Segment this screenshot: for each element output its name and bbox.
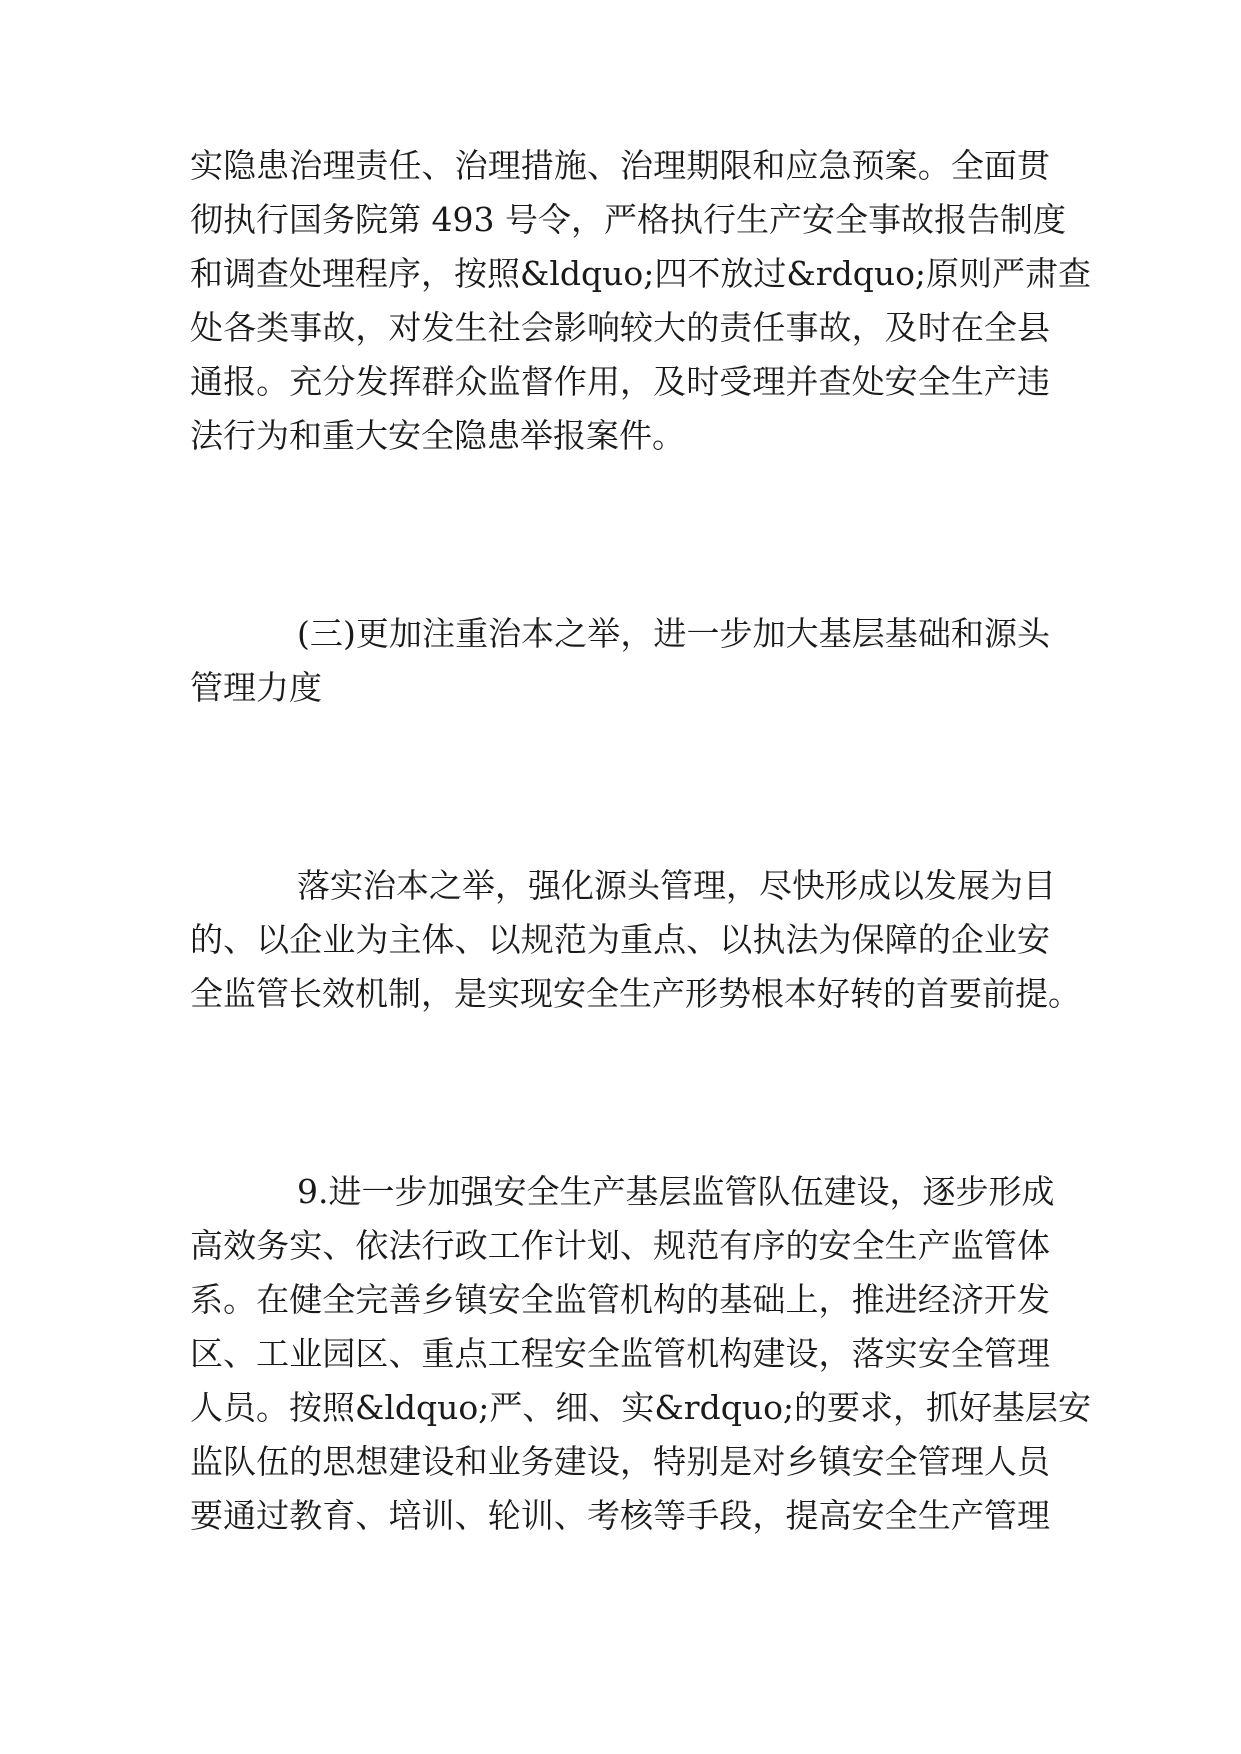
text-line: 监队伍的思想建设和业务建设，特别是对乡镇安全管理人员 xyxy=(190,1442,1050,1481)
heading-line: (三)更加注重治本之举，进一步加大基层基础和源头 xyxy=(297,614,1050,653)
text-line: 和调查处理程序，按照&ldquo;四不放过&rdquo;原则严肃查 xyxy=(190,254,1092,293)
text-line: 高效务实、依法行政工作计划、规范有序的安全生产监管体 xyxy=(190,1226,1050,1265)
text-line: 9.进一步加强安全生产基层监管队伍建设，逐步形成 xyxy=(297,1172,1055,1211)
text-line: 区、工业园区、重点工程安全监管机构建设，落实安全管理 xyxy=(190,1334,1050,1373)
text-line: 彻执行国务院第 493 号令，严格执行生产安全事故报告制度 xyxy=(190,200,1066,239)
text-line: 的、以企业为主体、以规范为重点、以执法为保障的企业安 xyxy=(190,920,1050,959)
text-line: 系。在健全完善乡镇安全监管机构的基础上，推进经济开发 xyxy=(190,1280,1050,1319)
text-line: 人员。按照&ldquo;严、细、实&rdquo;的要求，抓好基层安 xyxy=(190,1388,1092,1427)
heading-line: 管理力度 xyxy=(190,668,322,707)
text-line: 处各类事故，对发生社会影响较大的责任事故，及时在全县 xyxy=(190,308,1050,347)
text-line: 全监管长效机制，是实现安全生产形势根本好转的首要前提。 xyxy=(190,974,1081,1013)
text-line: 通报。充分发挥群众监督作用，及时受理并查处安全生产违 xyxy=(190,362,1050,401)
text-line: 落实治本之举，强化源头管理，尽快形成以发展为目 xyxy=(297,866,1056,905)
text-line: 要通过教育、培训、轮训、考核等手段，提高安全生产管理 xyxy=(190,1496,1050,1535)
text-line: 法行为和重大安全隐患举报案件。 xyxy=(190,416,685,455)
text-line: 实隐患治理责任、治理措施、治理期限和应急预案。全面贯 xyxy=(190,146,1050,185)
